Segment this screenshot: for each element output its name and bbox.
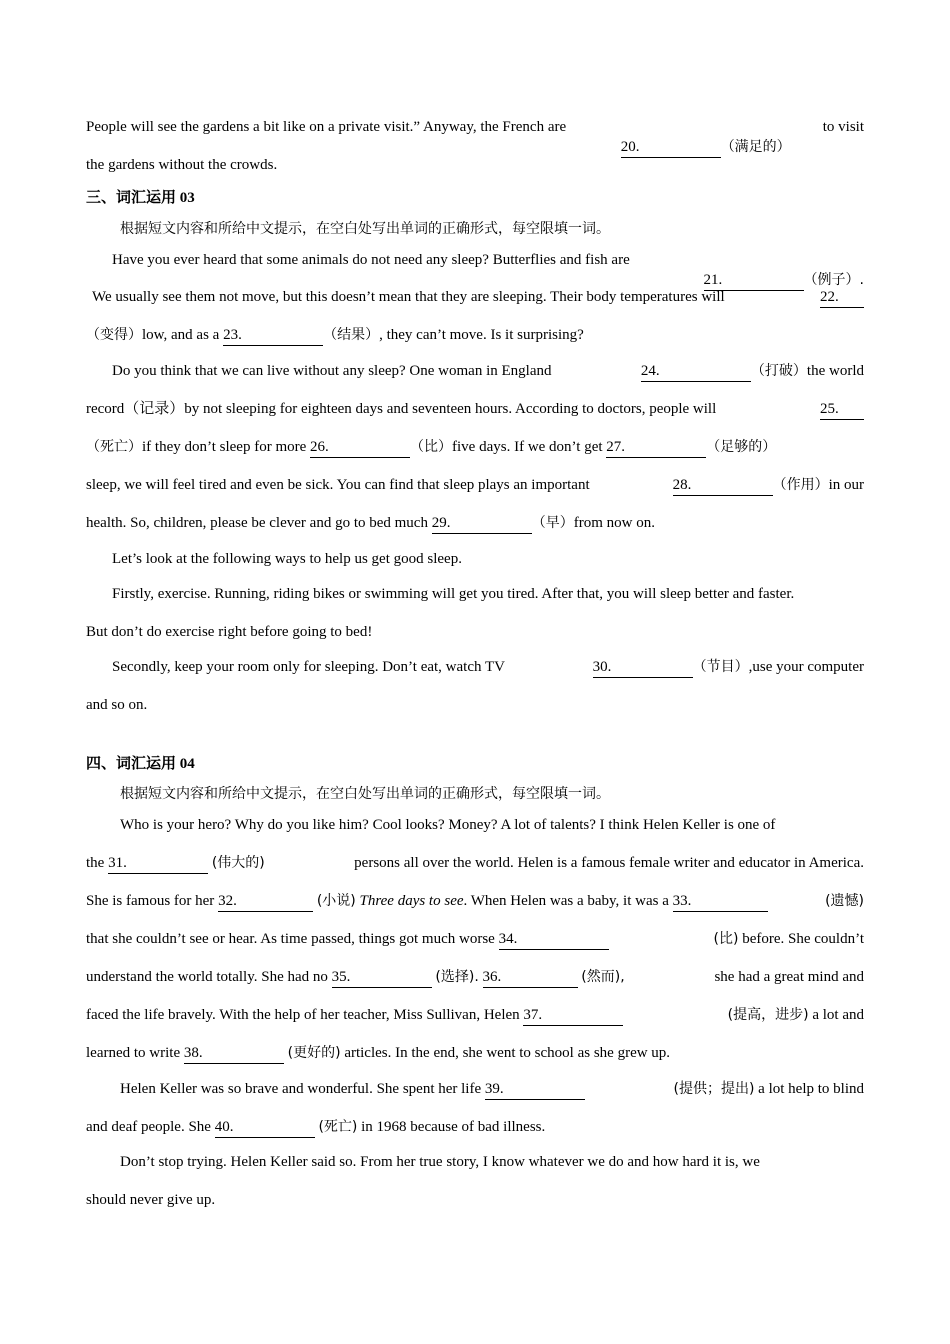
answer-blank-30[interactable]: 30. xyxy=(593,659,693,678)
paragraph-line: record（记录）by not sleeping for eighteen days and seventeen hours. According to doctors, people will 25. xyxy=(86,399,864,420)
paragraph-line: Do you think that we can live without any sleep? One woman in England 24. （打破）the world xyxy=(112,361,864,382)
instruction-text: 根据短文内容和所给中文提示，在空白处写出单词的正确形式，每空限填一词。 xyxy=(120,221,610,237)
answer-blank-36[interactable]: 36. xyxy=(483,969,578,988)
paragraph-line: Don’t stop trying. Helen Keller said so. From her true story, I know whatever we do and how hard it is, we xyxy=(120,1154,760,1170)
answer-blank-32[interactable]: 32. xyxy=(218,893,313,912)
answer-blank-24[interactable]: 24. xyxy=(641,363,751,382)
answer-blank-31[interactable]: 31. xyxy=(108,855,208,874)
paragraph-line: faced the life bravely. With the help of her teacher, Miss Sullivan, Helen 37. (提高，进步) a lot and xyxy=(86,1005,864,1026)
paragraph-line: （死亡）if they don’t sleep for more 26. （比）five days. If we don’t get 27. （足够的） xyxy=(86,437,864,458)
text: to visit xyxy=(822,119,864,135)
paragraph-line: She is famous for her 32. (小说) Three days to see. When Helen was a baby, it was a 33. (遗憾) xyxy=(86,891,864,912)
answer-blank-29[interactable]: 29. xyxy=(432,515,532,534)
answer-blank-40[interactable]: 40. xyxy=(215,1119,315,1138)
paragraph-line: health. So, children, please be clever and go to bed much 29. （早）from now on. xyxy=(86,513,864,534)
answer-blank-28[interactable]: 28. xyxy=(673,477,773,496)
paragraph-line: sleep, we will feel tired and even be sick. You can find that sleep plays an important 28. （作用）in our xyxy=(86,475,864,496)
paragraph-line: the 31. (伟大的) persons all over the world. Helen is a famous female writer and educator in America. xyxy=(86,853,864,874)
paragraph-line: Who is your hero? Why do you like him? Cool looks? Money? A lot of talents? I think Helen Keller is one of xyxy=(120,817,776,833)
answer-blank-37[interactable]: 37. xyxy=(523,1007,623,1026)
paragraph-line: Let’s look at the following ways to help us get good sleep. xyxy=(112,551,462,567)
paragraph-line: that she couldn’t see or hear. As time passed, things got much worse 34. (比) before. She couldn’t xyxy=(86,929,864,950)
paragraph-line: We usually see them not move, but this doesn’t mean that they are sleeping. Their body temperatures will 22. xyxy=(92,287,864,308)
answer-blank-20[interactable]: 20. xyxy=(621,139,721,158)
answer-blank-21[interactable]: 21. xyxy=(704,272,804,291)
section-title-3: 三、词汇运用 03 xyxy=(86,190,195,206)
hint-text: （满足的） xyxy=(720,139,791,155)
paragraph-line: and so on. xyxy=(86,697,148,713)
paragraph-line: understand the world totally. She had no 35. (选择). 36. (然而), she had a great mind and xyxy=(86,967,864,988)
answer-blank-25[interactable]: 25. xyxy=(820,401,864,420)
text: People will see the gardens a bit like on a private visit.” Anyway, the French are xyxy=(86,119,567,135)
answer-blank-34[interactable]: 34. xyxy=(499,931,609,950)
answer-blank-22[interactable]: 22. xyxy=(820,289,864,308)
paragraph-line: should never give up. xyxy=(86,1192,216,1208)
paragraph-line: But don’t do exercise right before going to bed! xyxy=(86,624,373,640)
answer-blank-23[interactable]: 23. xyxy=(223,327,323,346)
paragraph-line: Helen Keller was so brave and wonderful. She spent her life 39. (提供；提出) a lot help to blind xyxy=(120,1079,864,1100)
paragraph-line: Firstly, exercise. Running, riding bikes or swimming will get you tired. After that, you will sleep better and faster. xyxy=(112,586,795,602)
paragraph-line: the gardens without the crowds. xyxy=(86,157,278,173)
answer-blank-38[interactable]: 38. xyxy=(184,1045,284,1064)
section-title-4: 四、词汇运用 04 xyxy=(86,756,195,772)
paragraph-line: learned to write 38. (更好的) articles. In the end, she went to school as she grew up. xyxy=(86,1043,864,1064)
answer-blank-33[interactable]: 33. xyxy=(673,893,768,912)
paragraph-line: Have you ever heard that some animals do not need any sleep? Butterflies and fish are 21. （例子）. xyxy=(112,250,864,311)
answer-blank-39[interactable]: 39. xyxy=(485,1081,585,1100)
answer-blank-27[interactable]: 27. xyxy=(606,439,706,458)
instruction-text: 根据短文内容和所给中文提示，在空白处写出单词的正确形式，每空限填一词。 xyxy=(120,786,610,802)
paragraph-line: and deaf people. She 40. (死亡) in 1968 because of bad illness. xyxy=(86,1117,864,1138)
answer-blank-26[interactable]: 26. xyxy=(310,439,410,458)
answer-blank-35[interactable]: 35. xyxy=(332,969,432,988)
paragraph-line: （变得）low, and as a 23. （结果）, they can’t move. Is it surprising? xyxy=(86,325,864,346)
paragraph-line: Secondly, keep your room only for sleeping. Don’t eat, watch TV 30. （节目）,use your computer xyxy=(112,657,864,678)
